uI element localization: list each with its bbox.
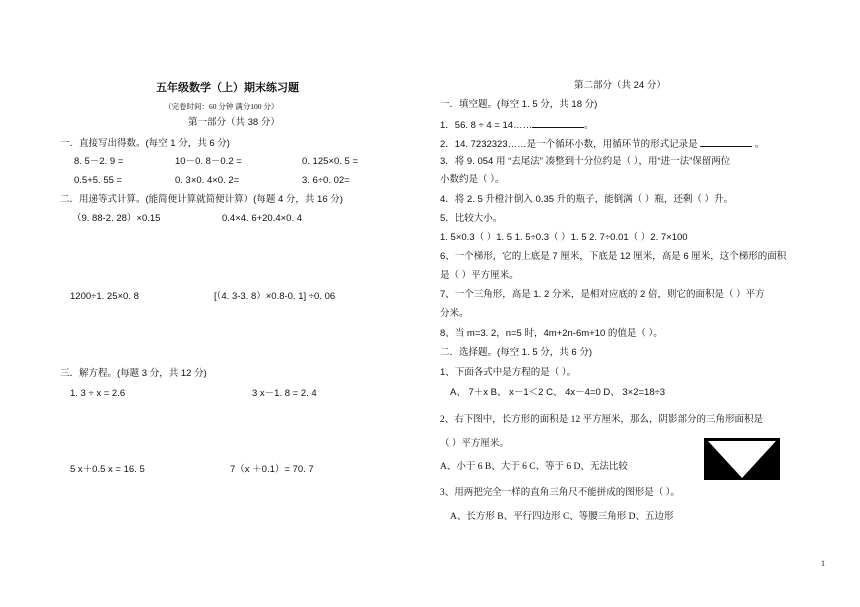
arith-item: 0. 125×0. 5 = xyxy=(302,156,358,167)
fill-q2: 2．14. 7232323……是一个循环小数，用循环节的形式记录是 。 xyxy=(440,139,765,150)
choice-q1-options: A、 7＋x B、 x－1＜2 C、 4x－4=0 D、 3×2=18÷3 xyxy=(450,387,666,398)
calc-item: （9. 88-2. 28）×0.15 xyxy=(72,213,161,224)
choice-q3: 3、用两把完全一样的直角三角尺不能拼成的图形是（ ）。 xyxy=(440,488,680,498)
section3-heading: 三．解方程。(每题 3 分，共 12 分) xyxy=(60,368,207,379)
equation-item: 1. 3 ÷ x = 2.6 xyxy=(70,388,126,399)
section1-heading: 一．直接写出得数。(每空 1 分，共 6 分) xyxy=(60,138,230,149)
choice-q3-options: A、长方形 B、平行四边形 C、等腰三角形 D、五边形 xyxy=(450,512,674,522)
exam-subtitle: （完卷时间：60 分钟 满分100 分） xyxy=(164,102,279,111)
calc-item: 0.4×4. 6+20.4×0. 4 xyxy=(222,213,303,224)
choice-q2-line2: （ ）平方厘米。 xyxy=(440,439,509,449)
arith-item: 3. 6÷0. 02= xyxy=(302,175,350,186)
answer-blank xyxy=(700,137,752,147)
fill-q8: 8、当 m=3. 2，n=5 时，4m+2n-6m+10 的值是（ ）。 xyxy=(440,328,663,339)
fill-q7-line2: 分米。 xyxy=(440,308,469,319)
fill-q3-line2: 小数约是（ ）。 xyxy=(440,174,505,185)
page-title: 五年级数学（上）期末练习题 xyxy=(156,82,299,94)
calc-item: 1200÷1. 25×0. 8 xyxy=(70,291,139,302)
fill-q5: 5．比较大小。 xyxy=(440,213,503,224)
answer-blank xyxy=(532,118,584,128)
arith-item: 10－0. 8－0.2 = xyxy=(175,156,242,167)
fill-q3-line1: 3．将 9. 054 用 “去尾法” 凑整到十分位约是（ ），用“进一法”保留两位 xyxy=(440,156,731,167)
fill-q1: 1．56. 8 ÷ 4 = 14…… 。 xyxy=(440,120,594,131)
arith-item: 8. 5－2. 9 = xyxy=(74,156,124,167)
fill-q6-line2: 是（ ）平方厘米。 xyxy=(440,270,519,281)
choice-q2-options: A、小于 6 B、大于 6 C、等于 6 D、无法比较 xyxy=(440,462,628,472)
fill-q5-row: 1. 5×0.3（ ）1. 5 1. 5÷0.3（ ）1. 5 2. 7÷0.01（ ）2. 7×100 xyxy=(440,232,688,243)
equation-item: 7（x ＋0.1）= 70. 7 xyxy=(230,464,314,475)
fill-heading: 一．填空题。(每空 1. 5 分，共 18 分) xyxy=(440,99,598,110)
section2-heading: 二．用递等式计算。(能简便计算就简便计算）(每题 4 分，共 16 分) xyxy=(60,194,343,205)
page-number: 1 xyxy=(821,559,825,568)
arith-item: 0.5+5. 55 = xyxy=(74,175,123,186)
equation-item: 3 x－1. 8 = 2. 4 xyxy=(252,388,317,399)
fill-q7-line1: 7、一个三角形，高是 1. 2 分米，是相对应底的 2 倍，则它的面积是（ ）平方 xyxy=(440,289,765,300)
choice-heading: 二．选择题。(每空 1. 5 分，共 6 分) xyxy=(440,347,593,358)
rectangle-triangle-figure xyxy=(704,438,780,480)
fill-q4: 4．将 2. 5 升橙汁倒入 0.35 升的瓶子，能倒满（ ）瓶，还剩（ ）升。 xyxy=(440,194,733,205)
choice-q2-line1: 2、右下图中，长方形的面积是 12 平方厘米，那么，阴影部分的三角形面积是 xyxy=(440,415,764,425)
part2-heading: 第二部分（共 24 分） xyxy=(574,80,666,91)
choice-q1: 1、下面各式中是方程的是（ ）。 xyxy=(440,367,577,378)
fill-q6-line1: 6、一个梯形，它的上底是 7 厘米，下底是 12 厘米，高是 6 厘米，这个梯形的面积 xyxy=(440,251,787,262)
equation-item: 5 x＋0.5 x = 16. 5 xyxy=(70,464,145,475)
arith-item: 0. 3×0. 4×0. 2= xyxy=(175,175,240,186)
part1-heading: 第一部分（共 38 分） xyxy=(188,117,280,128)
calc-item: [（4. 3-3. 8）×0.8-0. 1] ÷0. 06 xyxy=(214,291,336,302)
